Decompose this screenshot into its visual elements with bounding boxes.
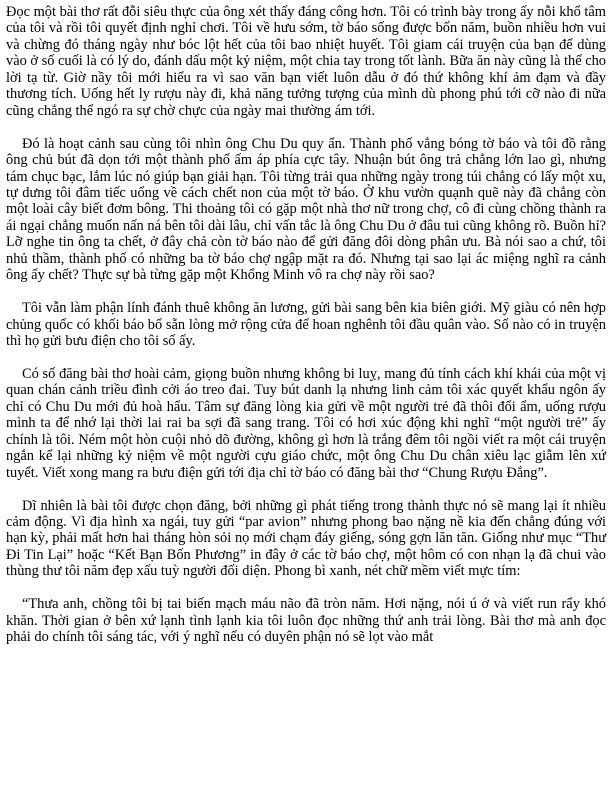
- paragraph-4: Có số đăng bài thơ hoài cảm, giọng buồn nhưng không bi luỵ, mang đủ tính cách khí khái của một vị quan chán cảnh triều đình cởi áo treo đai. Tuy bút danh lạ nhưng linh cảm tôi xác quyết khẩu ngôn ấy chỉ có Chu Du mới đủ hoà hẩu. Tâm sự đăng lòng kia gửi về một người trẻ đã thôi đổi ẩm, uống rượu mình ta để nhớ lại thời lai rai ba sợi đã sang trang. Tôi có hơi xúc động khi nghĩ “một người trẻ” ấy chính là tôi. Ném một hòn cuội nhỏ dõ đường, không gì hơn là trắng đêm tôi ngồi viết ra một cái truyện ngắn kể lại những kỷ niệm về một người cựu giáo chức, một ông Chu Du chân xiêu lạc giẫm lên xứ tuyết. Viết xong mang ra bưu điện gửi tới địa chỉ tờ báo có đăng bài thơ “Chung Rượu Đắng”.: [6, 365, 606, 481]
- document-page: [6, 4, 606, 646]
- paragraph-1: Đọc một bài thơ rất đỗi siêu thực của ông xét thấy đáng công hơn. Tôi có trình bày trong ấy nỗi khổ tâm của tôi và rồi tôi quyết định nghỉ chơi. Tôi về hưu sớm, tờ báo sống được bốn năm, buồn nhiều hơn vui và chừng đó tháng ngày như bóc lột hết của tôi bao nhiệt huyết. Tôi giam cái truyện của bạn để dùng vào ở số cuối là có lý do, đánh dấu một kỷ niệm, một chia tay trong tốt lành. Bữa ăn này cũng là thế cho lời tạ từ. Giờ nầy tôi mới hiểu ra vì sao văn bạn viết luôn dẫu ở đó thứ không khí ảm đạm và đầy thương tích. Uống hết ly rượu này đi, khả năng tưởng tượng của mình dù phong phú tới cỡ nào đi nữa cũng chẳng thể ngó ra sự chờ chực của ngày mai thường ám tới.: [6, 4, 606, 119]
- paragraph-6: “Thưa anh, chồng tôi bị tai biến mạch máu não đã tròn năm. Hơi nặng, nói ú ớ và viết run rẩy khó khăn. Thời gian ở bên xứ lạnh tình lạnh kia tôi luôn đọc những thứ anh trải lòng. Bài thơ mà anh đọc phải do chính tôi sáng tác, với ý nghĩ nếu có duyên phận nó sẽ lọt vào mắt: [6, 596, 606, 646]
- paragraph-5: Dĩ nhiên là bài tôi được chọn đăng, bởi những gì phát tiếng trong thành thực nó sẽ mang lại ít nhiều cảm động. Vì địa hình xa ngái, tuy gửi “par avion” nhưng phong bao nặng nề kia đến chẳng đúng với hạn kỳ, phải mất hơn hai tháng hòn sỏi nọ mới chạm đáy giếng, sóng gợn lăn tăn. Giống như mục “Thư Đi Tin Lại” hoặc “Kết Bạn Bốn Phương” in đây ở các tờ báo chợ, một hôm có con nhạn lạ đã chui vào thùng thư tôi năm đẹp xấu tuỳ người đối diện. Phong bì xanh, nét chữ mềm viết mực tím:: [6, 497, 606, 580]
- paragraph-3: Tôi vẫn làm phận lính đánh thuê không ăn lương, gửi bài sang bên kia biên giới. Mỹ giàu có nên hợp chủng quốc có khối báo bổ sẵn lòng mở rộng cửa để hoan nghênh tôi đầu quân vào. Số nào có in truyện thì họ gửi bưu điện cho tôi số ấy.: [6, 300, 606, 350]
- paragraph-2: Đó là hoạt cảnh sau cùng tôi nhìn ông Chu Du quy ẩn. Thành phố vắng bóng tờ báo và tôi đồ rằng ông chủ bút đã dọn tới một thành phố ấm áp phía cực tây. Nhuận bút ông trả chẳng lớn lao gì, nhưng tám chục bạc, lắm lúc nó giúp bạn giải hạn. Tôi từng trải qua những ngày trong túi chẳng có lấy một xu, tự dưng tôi đâm tiếc uổng về cách chết non của một tờ báo. Ở khu vườn quạnh quẽ này đã chẳng còn một loài cây biết đơm bông. Thi thoảng tôi có gặp một nhà thơ nữ trong chợ, cô đi cùng chồng thành ra ái ngại chẳng muốn nấn ná bên tôi dài lâu, chỉ vấn tắc là ông Chu Du ở đâu tui cũng không rõ. Buồn hỉ? Lỡ nghe tin ông ta chết, ở đây chả còn tờ báo nào để gửi đăng đôi dòng phân ưu. Bà nói sao a chứ, tôi nhủ thầm, thành phố có những ba tờ báo chợ ngập mặt ra đó. Nhưng tại sao lại ác miệng nghĩ ra cảnh ông ấy chết? Thực sự bà từng gặp một Khổng Minh vô ra chợ này rồi sao?: [6, 135, 606, 284]
